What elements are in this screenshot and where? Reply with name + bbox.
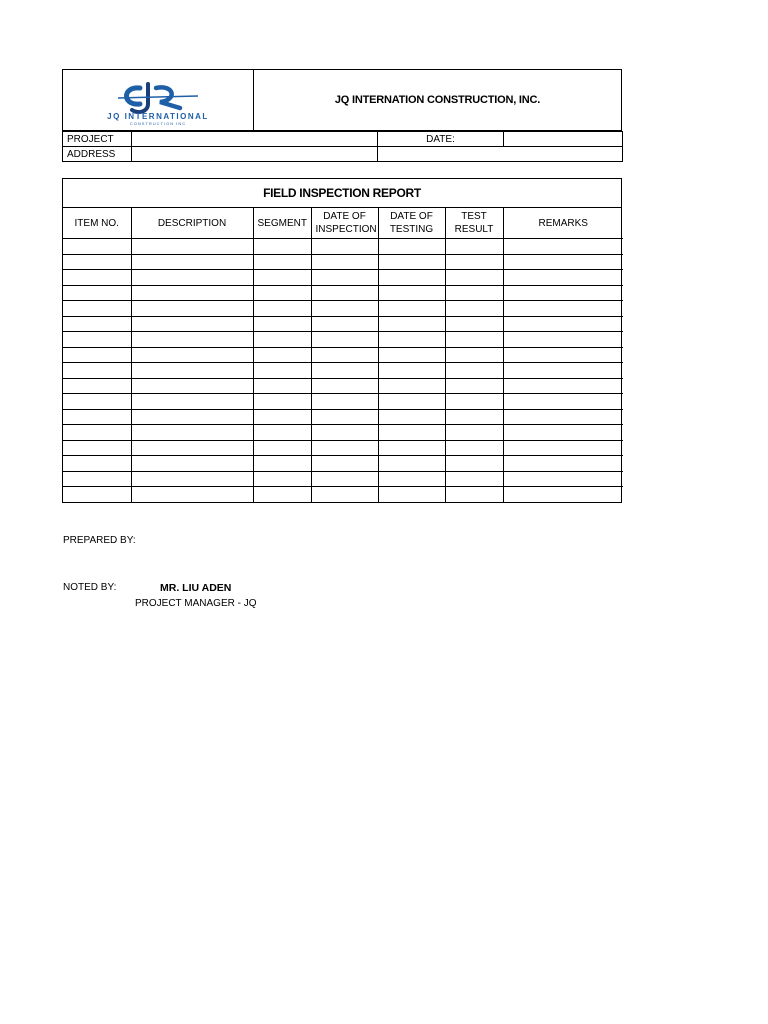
table-cell[interactable] [445,487,503,502]
report-section [62,178,622,503]
table-cell[interactable] [378,425,445,441]
table-cell[interactable] [131,394,253,410]
table-cell[interactable] [131,239,253,255]
table-cell[interactable] [131,285,253,301]
table-cell[interactable] [253,440,311,456]
form-header [62,69,622,131]
table-cell[interactable] [378,285,445,301]
table-cell[interactable] [253,285,311,301]
table-row [63,347,623,363]
table-cell[interactable] [311,316,378,332]
table-cell[interactable] [503,316,623,332]
table-row [63,456,623,472]
table-cell[interactable] [131,332,253,348]
table-cell[interactable] [253,425,311,441]
table-cell[interactable] [63,440,131,456]
inspection-table-body [63,239,623,502]
table-cell[interactable] [378,239,445,255]
table-cell[interactable] [378,409,445,425]
table-cell[interactable] [253,254,311,270]
table-cell[interactable] [131,378,253,394]
table-cell[interactable] [503,378,623,394]
table-cell[interactable] [311,425,378,441]
table-cell[interactable] [503,301,623,317]
table-cell[interactable] [131,270,253,286]
table-cell[interactable] [503,347,623,363]
table-row [63,363,623,379]
table-cell[interactable] [378,254,445,270]
col-header-remarks: REMARKS [503,208,623,239]
col-header-date-of-inspection: DATE OF INSPECTION [311,208,378,239]
table-cell[interactable] [378,440,445,456]
table-cell[interactable] [311,471,378,487]
table-cell[interactable] [311,378,378,394]
col-header-item-no: ITEM NO. [63,208,131,239]
table-cell[interactable] [445,254,503,270]
table-cell[interactable] [378,456,445,472]
table-cell[interactable] [253,239,311,255]
table-cell[interactable] [445,285,503,301]
table-cell[interactable] [311,239,378,255]
table-cell[interactable] [503,254,623,270]
table-cell[interactable] [311,254,378,270]
table-cell[interactable] [63,409,131,425]
table-cell[interactable] [311,487,378,502]
table-cell[interactable] [63,285,131,301]
table-cell[interactable] [311,301,378,317]
table-cell[interactable] [253,456,311,472]
table-cell[interactable] [253,316,311,332]
table-cell[interactable] [63,347,131,363]
table-cell[interactable] [311,285,378,301]
col-header-test-result: TEST RESULT [445,208,503,239]
table-row [63,471,623,487]
table-cell[interactable] [253,332,311,348]
table-cell[interactable] [63,425,131,441]
table-cell[interactable] [63,471,131,487]
table-cell[interactable] [378,347,445,363]
table-cell[interactable] [253,471,311,487]
logo-subtext: CONSTRUCTION INC [129,121,187,126]
table-cell[interactable] [378,301,445,317]
table-cell[interactable] [503,471,623,487]
table-row [63,378,623,394]
table-cell[interactable] [503,285,623,301]
table-cell[interactable] [63,394,131,410]
table-cell[interactable] [311,440,378,456]
table-row [63,270,623,286]
table-cell[interactable] [503,394,623,410]
table-cell[interactable] [253,270,311,286]
table-row [63,409,623,425]
report-title: FIELD INSPECTION REPORT [63,179,621,208]
table-row [63,425,623,441]
table-cell[interactable] [253,409,311,425]
manager-title: PROJECT MANAGER - JQ [135,598,257,609]
table-cell[interactable] [63,254,131,270]
col-header-segment: SEGMENT [253,208,311,239]
table-row [63,239,623,255]
table-cell[interactable] [445,409,503,425]
col-header-description: DESCRIPTION [131,208,253,239]
table-cell[interactable] [445,378,503,394]
table-cell[interactable] [131,487,253,502]
table-cell[interactable] [445,301,503,317]
project-field[interactable] [132,132,378,147]
prepared-by-label: PREPARED BY: [63,535,136,546]
table-cell[interactable] [445,471,503,487]
table-cell[interactable] [63,378,131,394]
table-cell[interactable] [131,471,253,487]
table-cell[interactable] [503,332,623,348]
table-cell[interactable] [503,239,623,255]
table-cell[interactable] [445,347,503,363]
table-cell[interactable] [311,394,378,410]
company-name: JQ INTERNATION CONSTRUCTION, INC. [334,94,541,106]
address-field[interactable] [132,147,378,162]
logo-cell [63,70,254,130]
table-cell[interactable] [311,456,378,472]
table-cell[interactable] [63,239,131,255]
table-cell[interactable] [445,332,503,348]
table-cell[interactable] [63,316,131,332]
table-cell[interactable] [131,409,253,425]
table-row [63,285,623,301]
inspection-form [62,69,622,503]
logo-text: JQ INTERNATIONAL [107,112,209,121]
table-cell[interactable] [131,425,253,441]
project-label: PROJECT [63,132,132,147]
table-cell[interactable] [503,363,623,379]
table-cell[interactable] [378,471,445,487]
table-cell[interactable] [445,316,503,332]
table-cell[interactable] [253,363,311,379]
table-cell[interactable] [445,239,503,255]
table-cell[interactable] [378,378,445,394]
col-header-date-of-testing: DATE OF TESTING [378,208,445,239]
table-cell[interactable] [131,363,253,379]
table-cell[interactable] [503,409,623,425]
table-cell[interactable] [445,456,503,472]
date-label: DATE: [378,132,504,147]
table-cell[interactable] [63,301,131,317]
table-row [63,440,623,456]
table-cell[interactable] [131,347,253,363]
inspection-table [63,208,623,502]
project-info-table [62,131,623,162]
table-cell[interactable] [63,456,131,472]
table-cell[interactable] [503,425,623,441]
table-cell[interactable] [63,487,131,502]
table-cell[interactable] [445,425,503,441]
table-cell[interactable] [311,363,378,379]
table-cell[interactable] [311,347,378,363]
table-cell[interactable] [503,487,623,502]
table-cell[interactable] [311,332,378,348]
table-cell[interactable] [503,440,623,456]
table-cell[interactable] [131,301,253,317]
noted-by-label: NOTED BY: [63,582,117,593]
table-cell[interactable] [63,363,131,379]
address-field-extended[interactable] [378,147,623,162]
table-header-row [63,208,623,239]
table-cell[interactable] [445,363,503,379]
table-cell[interactable] [63,270,131,286]
address-row [63,147,623,162]
table-cell[interactable] [131,440,253,456]
table-cell[interactable] [131,456,253,472]
project-row [63,132,623,147]
table-cell[interactable] [445,440,503,456]
table-row [63,316,623,332]
table-cell[interactable] [378,332,445,348]
table-cell[interactable] [131,316,253,332]
table-cell[interactable] [253,394,311,410]
table-cell[interactable] [131,254,253,270]
manager-name: MR. LIU ADEN [160,582,232,594]
table-row [63,487,623,502]
table-cell[interactable] [311,270,378,286]
date-field[interactable] [504,132,623,147]
table-row [63,301,623,317]
table-row [63,254,623,270]
company-logo [78,74,238,126]
table-cell[interactable] [253,487,311,502]
table-cell[interactable] [378,394,445,410]
table-cell[interactable] [378,487,445,502]
table-cell[interactable] [503,270,623,286]
table-cell[interactable] [445,394,503,410]
address-label: ADDRESS [63,147,132,162]
table-cell[interactable] [378,270,445,286]
table-cell[interactable] [311,409,378,425]
table-row [63,394,623,410]
table-cell[interactable] [378,316,445,332]
table-row [63,332,623,348]
table-cell[interactable] [253,301,311,317]
table-cell[interactable] [503,456,623,472]
table-cell[interactable] [378,363,445,379]
table-cell[interactable] [253,378,311,394]
table-cell[interactable] [253,347,311,363]
table-cell[interactable] [63,332,131,348]
table-cell[interactable] [445,270,503,286]
